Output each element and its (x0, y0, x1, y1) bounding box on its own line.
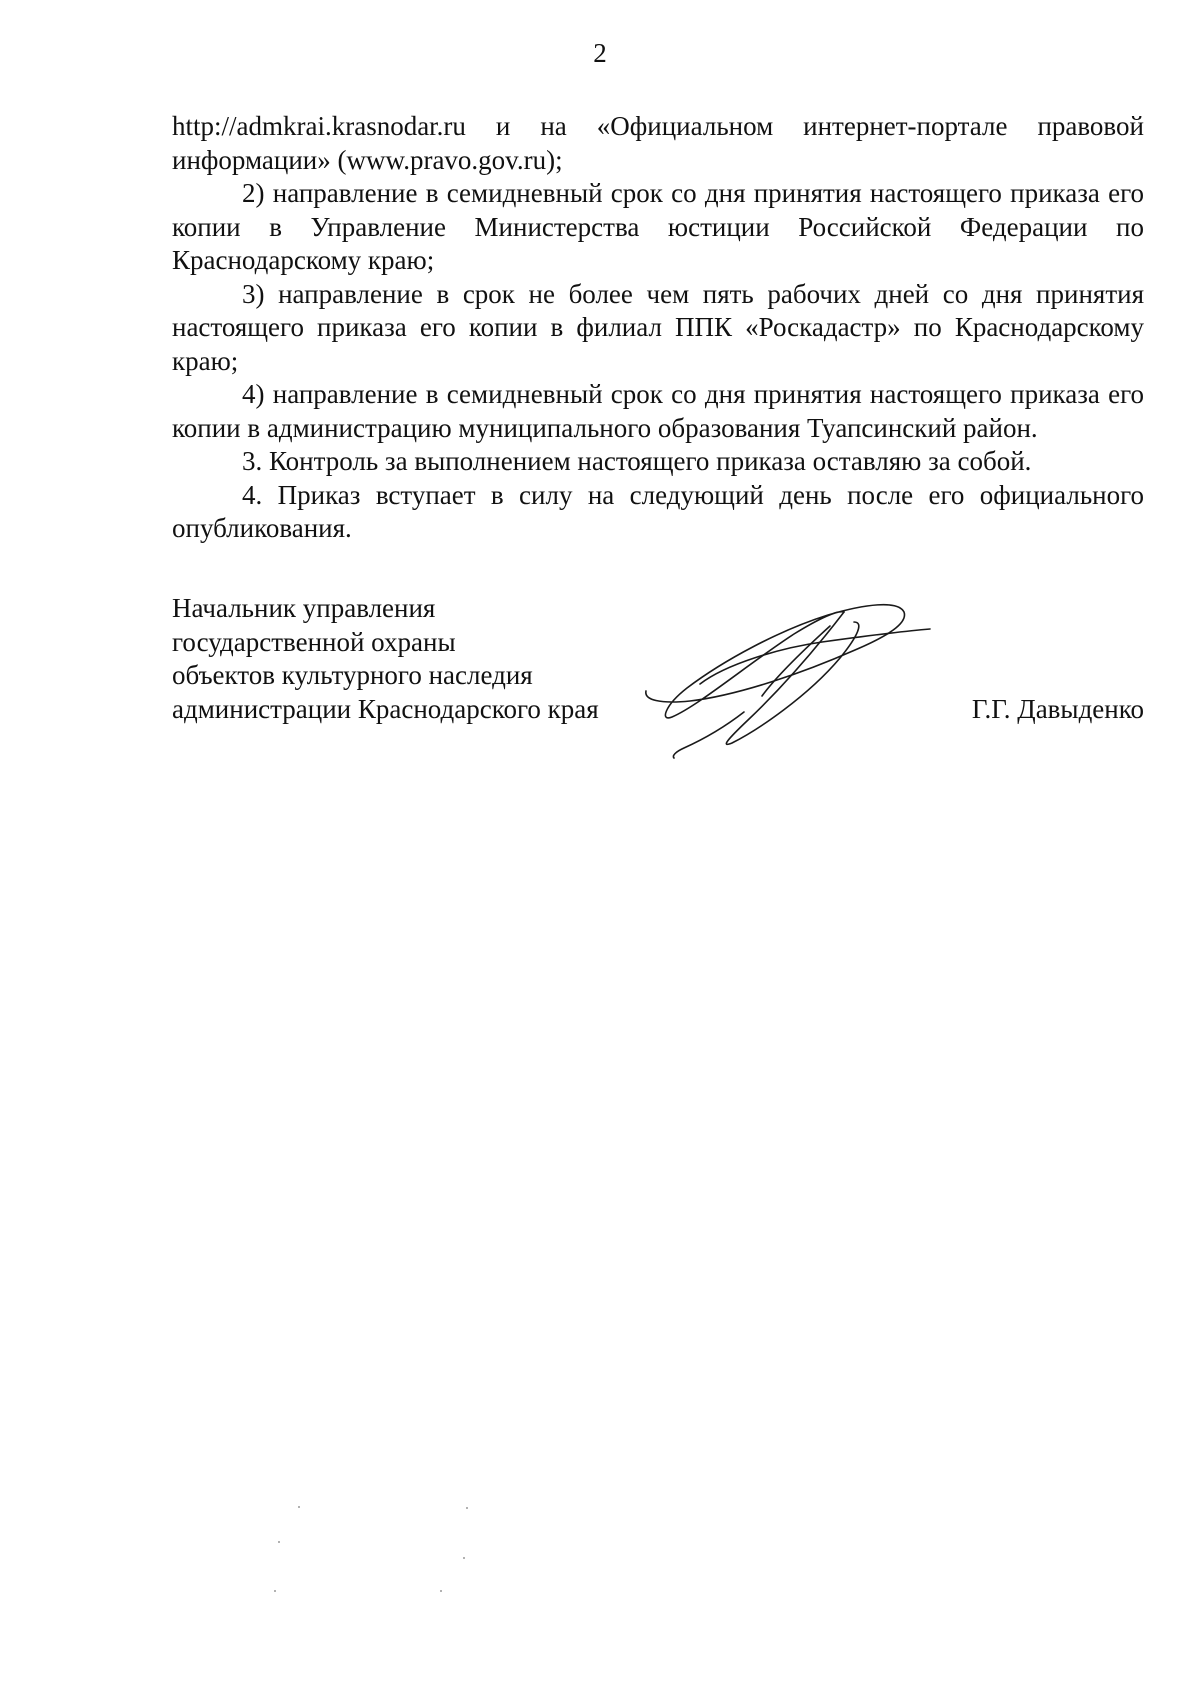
scan-speck (298, 1506, 300, 1508)
url-line-word: «Официальном (596, 111, 774, 141)
url-line-word: правовой (1037, 111, 1144, 141)
position-line: администрации Краснодарского края (172, 693, 599, 724)
position-line: государственной охраны (172, 626, 456, 657)
handwritten-signature (640, 598, 960, 763)
point-3: 3. Контроль за выполнением настоящего приказа оставляю за собой. (242, 446, 1032, 476)
position-line: объектов культурного наследия (172, 660, 533, 690)
url-line-continuation: информации» (www.pravo.gov.ru); (172, 144, 563, 175)
document-body (172, 110, 1144, 546)
scan-speck (463, 1557, 465, 1559)
item-2: 2) направление в семидневный срок со дня принятия настоящего приказа его копии в Управление Министерства юстиции Российской Федерации по Краснодарскому краю; (172, 178, 1144, 275)
scan-speck (278, 1541, 280, 1543)
point-4: 4. Приказ вступает в силу на следующий день после его официального опубликования. (172, 479, 1144, 543)
position-line: Начальник управления (172, 593, 436, 623)
url-line-word: и (495, 111, 511, 141)
signer-position (172, 592, 599, 726)
url-line (172, 110, 1144, 144)
scan-speck (466, 1507, 468, 1509)
item-3: 3) направление в срок не более чем пять рабочих дней со дня принятия настоящего приказа его копии в филиал ППК «Роскадастр» по Краснодарскому краю; (172, 278, 1144, 376)
scan-speck (440, 1590, 442, 1592)
signer-name: Г.Г. Давыденко (971, 694, 1144, 724)
item-4: 4) направление в семидневный срок со дня принятия настоящего приказа его копии в администрацию муниципального образования Туапсинский район. (172, 379, 1144, 443)
admkrai-url: http://admkrai.krasnodar.ru (172, 111, 466, 141)
url-line-word: на (540, 111, 567, 141)
scan-speck (274, 1590, 276, 1592)
url-line-word: интернет-портале (803, 111, 1008, 141)
page-number: 2 (593, 38, 607, 68)
